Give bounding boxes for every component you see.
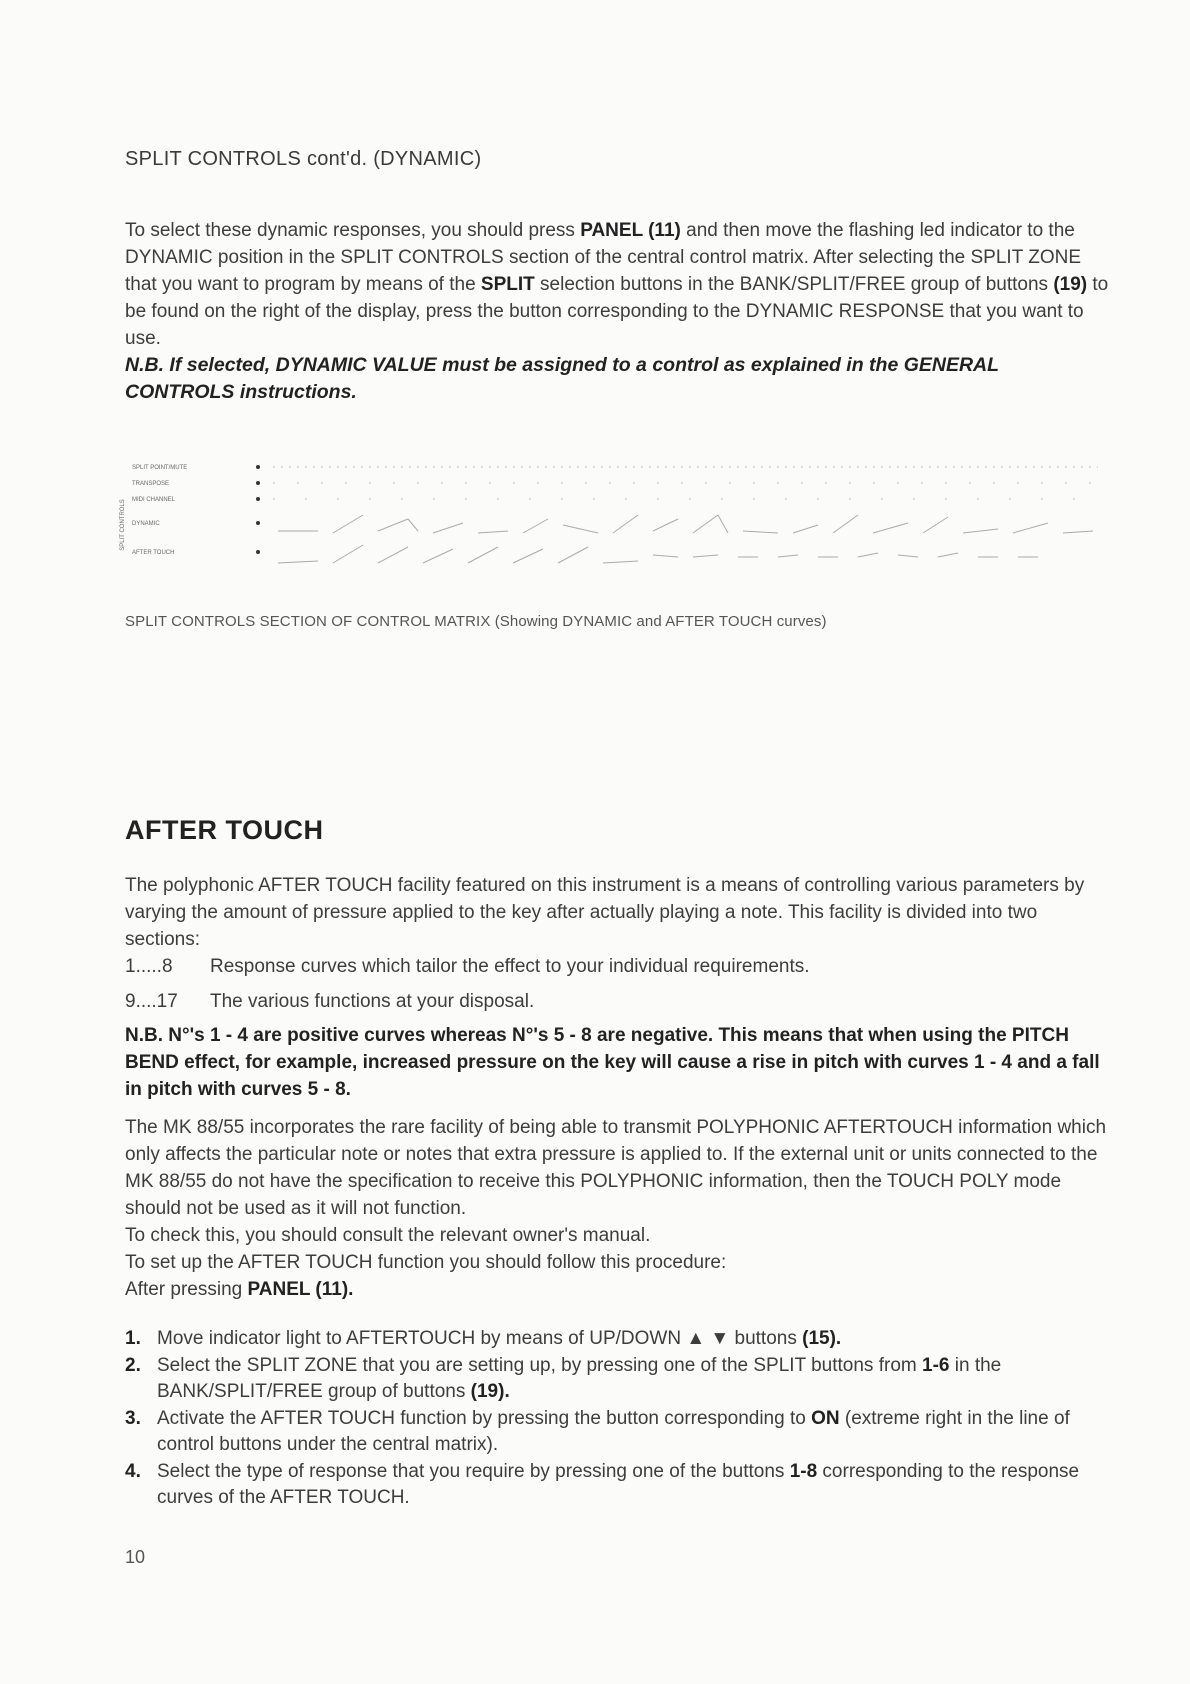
page-number: 10 <box>125 1547 146 1567</box>
step-item <box>125 1326 1115 1352</box>
step-text: Select the type of response that you require by pressing one of the buttons <box>157 1461 790 1482</box>
list-item-text: The various functions at your disposal. <box>210 991 535 1012</box>
para-text: and then move the flashing led indicator to the DYNAMIC position in the SPLIT CONTROLS section of the central control matrix. After selecting the SPLIT ZONE that you want to program by means of the <box>125 220 1082 295</box>
matrix-row-label: DYNAMIC <box>132 521 160 527</box>
matrix-led <box>256 521 260 525</box>
list-item <box>125 956 810 978</box>
step-item <box>125 1406 1115 1458</box>
matrix-led <box>256 497 260 501</box>
para-text: To select these dynamic responses, you should press <box>125 220 581 241</box>
matrix-row-label: AFTER TOUCH <box>132 550 175 556</box>
step-text: corresponding to the response curves of the AFTER TOUCH. <box>157 1461 1080 1508</box>
dynamic-curves <box>278 515 1093 533</box>
list-item <box>125 991 534 1013</box>
step-number: 3. <box>125 1408 141 1429</box>
split-ref: SPLIT <box>480 274 535 295</box>
step-item <box>125 1353 1115 1405</box>
dynamic-paragraph <box>125 217 1110 406</box>
step-bold: 1-8 <box>789 1461 818 1482</box>
step-bold: 1-6 <box>922 1355 950 1376</box>
list-item-text: Response curves which tailor the effect to your individual requirements. <box>210 956 810 977</box>
poly-text: To check this, you should consult the relevant owner's manual. <box>125 1225 651 1246</box>
step-bold: ON <box>811 1408 840 1429</box>
panel-ref: PANEL (11). <box>247 1279 354 1300</box>
matrix-row-label: MIDI CHANNEL <box>132 497 176 503</box>
polyphonic-paragraph <box>125 1114 1110 1303</box>
step-text: Activate the AFTER TOUCH function by pressing the button corresponding to <box>157 1408 812 1429</box>
list-item-number: 1.....8 <box>125 956 173 977</box>
list-item-number: 9....17 <box>125 991 178 1012</box>
nb-note-curves: N.B. N°'s 1 - 4 are positive curves whereas N°'s 5 - 8 are negative. This means that when using the PITCH BEND effect, for example, increased pressure on the key will cause a rise in pitch with curves 1 - 4 and a fall in pitch with curves 5 - 8. <box>125 1025 1100 1100</box>
control-matrix-figure <box>118 453 1108 578</box>
step-item <box>125 1459 1115 1511</box>
nb-note-dynamic: N.B. If selected, DYNAMIC VALUE must be assigned to a control as explained in the GENERAL CONTROLS instructions. <box>125 354 999 403</box>
panel-ref: PANEL (11) <box>580 220 681 241</box>
section-heading-split-controls: SPLIT CONTROLS cont'd. (DYNAMIC) <box>125 148 482 170</box>
para-text: to be found on the right of the display, press the button corresponding to the DYNAMIC RESPONSE that you want to use. <box>125 274 1109 349</box>
step-bold: (15). <box>802 1328 842 1349</box>
matrix-led <box>256 550 260 554</box>
poly-text <box>125 1276 1110 1303</box>
step-text: Select the SPLIT ZONE that you are setting up, by pressing one of the SPLIT buttons from <box>157 1355 922 1376</box>
step-text: (extreme right in the line of control buttons under the central matrix). <box>157 1408 1070 1455</box>
poly-text-part: After pressing <box>125 1279 248 1300</box>
step-text: Move indicator light to AFTERTOUCH by means of UP/DOWN ▲ ▼ buttons <box>157 1328 803 1349</box>
matrix-led <box>256 465 260 469</box>
step-number: 2. <box>125 1355 141 1376</box>
procedure-steps <box>125 1326 1115 1512</box>
step-number: 4. <box>125 1461 141 1482</box>
step-text: in the BANK/SPLIT/FREE group of buttons <box>157 1355 1002 1402</box>
figure-caption: SPLIT CONTROLS SECTION OF CONTROL MATRIX (Showing DYNAMIC and AFTER TOUCH curves) <box>125 613 827 630</box>
step-number: 1. <box>125 1328 141 1349</box>
matrix-led <box>256 481 260 485</box>
button-ref: (19) <box>1053 274 1088 295</box>
aftertouch-curves <box>278 545 1038 563</box>
matrix-side-label: SPLIT CONTROLS <box>120 499 126 551</box>
step-bold: (19). <box>470 1381 510 1402</box>
poly-text: To set up the AFTER TOUCH function you should follow this procedure: <box>125 1252 727 1273</box>
matrix-row-label: SPLIT POINT/MUTE <box>132 465 188 471</box>
para-text: selection buttons in the BANK/SPLIT/FREE group of buttons <box>534 274 1054 295</box>
matrix-row-label: TRANSPOSE <box>132 481 170 487</box>
after-touch-intro: The polyphonic AFTER TOUCH facility featured on this instrument is a means of controlling various parameters by varying the amount of pressure applied to the key after actually playing a note. This facility is divided into two sections: <box>125 875 1085 950</box>
section-heading-after-touch: AFTER TOUCH <box>125 815 324 845</box>
poly-text: The MK 88/55 incorporates the rare facility of being able to transmit POLYPHONIC AFTERTOUCH information which only affects the particular note or notes that extra pressure is applied to. If the external unit or units connected to the MK 88/55 do not have the specification to receive this POLYPHONIC information, then the TOUCH POLY mode should not be used as it will not function. <box>125 1117 1107 1219</box>
